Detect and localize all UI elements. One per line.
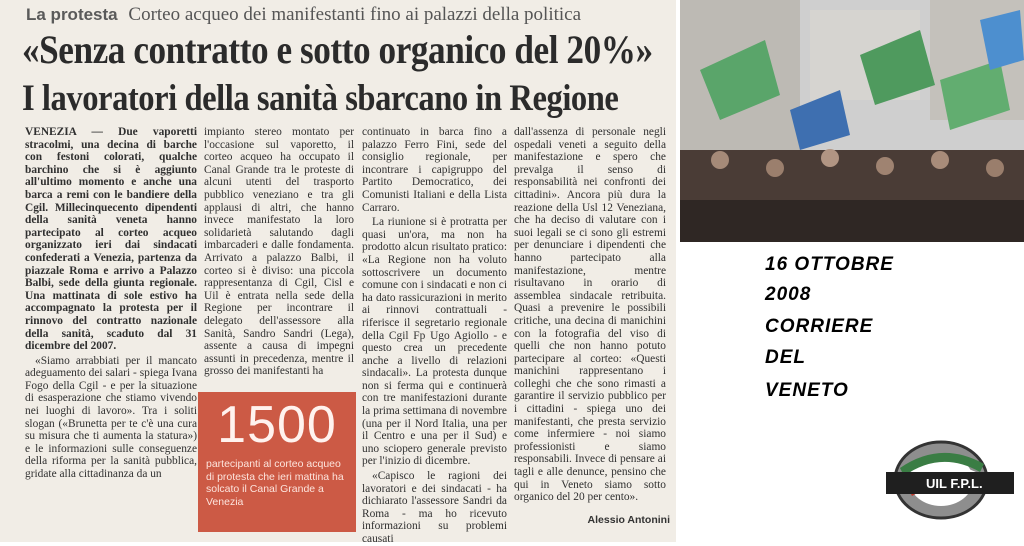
caption-source-2: DEL	[765, 347, 806, 368]
article-byline: Alessio Antonini	[587, 514, 670, 526]
stat-number: 1500	[217, 396, 337, 454]
caption-source-3: VENETO	[765, 380, 849, 401]
headline-line-2: I lavoratori della sanità sbarcano in Regione	[22, 78, 619, 119]
caption-date-year: 2008	[765, 284, 812, 305]
article-column-1	[25, 126, 197, 531]
stat-box	[198, 392, 356, 532]
stat-description: partecipanti al corteo acqueo di protesta che ieri mattina ha solcato il Canal Grande a Venezia	[206, 458, 344, 508]
article-column-3	[362, 126, 507, 545]
article-column-2	[204, 126, 354, 382]
caption-date-day: 16 OTTOBRE	[765, 254, 894, 275]
article-paragraph: La riunione si è protratta per quasi un'ora, ma non ha prodotto alcun risultato pratico: «La Regione non ha voluto sottoscrivere un documento comune con i sindacati e non ci ha dato rassicurazioni in merito ai rinnovi contrattuali - riferisce il segretario regionale della Cgil Fp Ugo Agiollo - e questo crea un precedente anche a livello di relazioni sindacali». La protesta dunque non si ferma qui e continuerà con tre manifestazioni durante la prima settimana di novembre (una per il Nord Italia, una per il Centro e una per il Sud) e uno sciopero generale previsto per l'inizio di dicembre.	[362, 216, 507, 468]
headline-line-1: «Senza contratto e sotto organico del 20%»	[22, 27, 653, 72]
article-paragraph: «Siamo arrabbiati per il mancato adeguamento dei salari - spiega Ivana Fogo della Cgil - e per la situazione di esasperazione che stiamo vivendo nei luoghi di lavoro». Tra i soliti slogan («Brunetta per te c'è una cura su misura che ti aumenta la statura») e le informazioni sulle conseguenze della riforma per la sanità pubblica, gridate alla cittadinanza da un	[25, 354, 197, 481]
article-paragraph: continuato in barca fino a palazzo Ferro Fini, sede del consiglio regionale, per incontrare i capigruppo del Partito Democratico, dei Comunisti Italiani e della Lista Carraro.	[362, 126, 507, 214]
article-paragraph: dall'assenza di personale negli ospedali veneti a seguito della manifestazione e spero che prevalga il senso di responsabilità nei confronti dei cittadini». Ancora più dura la reazione della Usl 12 Veneziana, che ha deciso di valutare con i suoi legali se ci sono gli estremi per denunciare i dipendenti che hanno partecipato alla manifestazione, mentre risultavano in orario di assemblea sindacale retribuita. Quasi a prevenire le possibili critiche, una decina di manichini con la fotografia del viso di quelli che non hanno potuto partecipare al corteo: «Questi manichini rappresentano i colleghi che che sono rimasti a garantire il servizio pubblico per i cittadini - spiega uno dei manifestanti, che presta servizio come infermiere - noi siamo professionisti e siamo responsabili. Invece di pensare ai tagli e alle denunce, pensino che qui in Veneto siamo sotto organico del 20 per cento».	[514, 126, 666, 504]
caption-source-1: CORRIERE	[765, 316, 874, 337]
article-paragraph: impianto stereo montato per l'occasione sul vaporetto, il corteo acqueo ha occupato il Canal Grande tra le proteste di alcuni utenti del trasporto pubblico veneziano e tra gli applausi di altri, che hanno invece manifestato la loro solidarietà salutando dagli imbarcaderi e dalle fondamenta. Arrivato a palazzo Balbi, il corteo si è diviso: una piccola rappresentanza di Cgil, Cisl e Uil è entrata nella sede della Regione per incontrare il delegato dell'assessore alla Sanità, Sandro Sandri (Lega), assente a causa di impegni assunti in precedenza, mentre il grosso dei manifestanti ha	[204, 126, 354, 378]
kicker-text: Corteo acqueo dei manifestanti fino ai palazzi della politica	[128, 4, 582, 25]
kicker-label: La protesta	[26, 5, 118, 24]
article-paragraph: VENEZIA — Due vaporetti stracolmi, una decina di barche con festoni colorati, qualche barchino che si è aggiunto all'ultimo momento e anche una barca a remi con le bandiere della Cgil. Millecinquecento dipendenti della sanità veneta hanno partecipato al corteo acqueo organizzato ieri dai sindacati confederati a Venezia, partenza da piazzale Roma e arrivo a Palazzo Balbi, sede della giunta regionale. Una mattinata di sole estivo ha accompagnato la protesta per il rinnovo del contratto nazionale della sanità, scaduto dal 31 dicembre del 2007.	[25, 126, 197, 353]
article-kicker	[26, 4, 666, 28]
logo-text: UIL F.P.L.	[926, 476, 983, 491]
protest-photo-image	[680, 0, 1024, 242]
protest-photo	[680, 0, 1024, 242]
article-column-4	[514, 126, 666, 516]
uil-fpl-logo	[876, 434, 1016, 526]
article-paragraph: «Capisco le ragioni dei lavoratori e dei sindacati - ha dichiarato l'assessore Sandri da Roma - ma ho ricevuto informazioni su problemi causati	[362, 470, 507, 545]
